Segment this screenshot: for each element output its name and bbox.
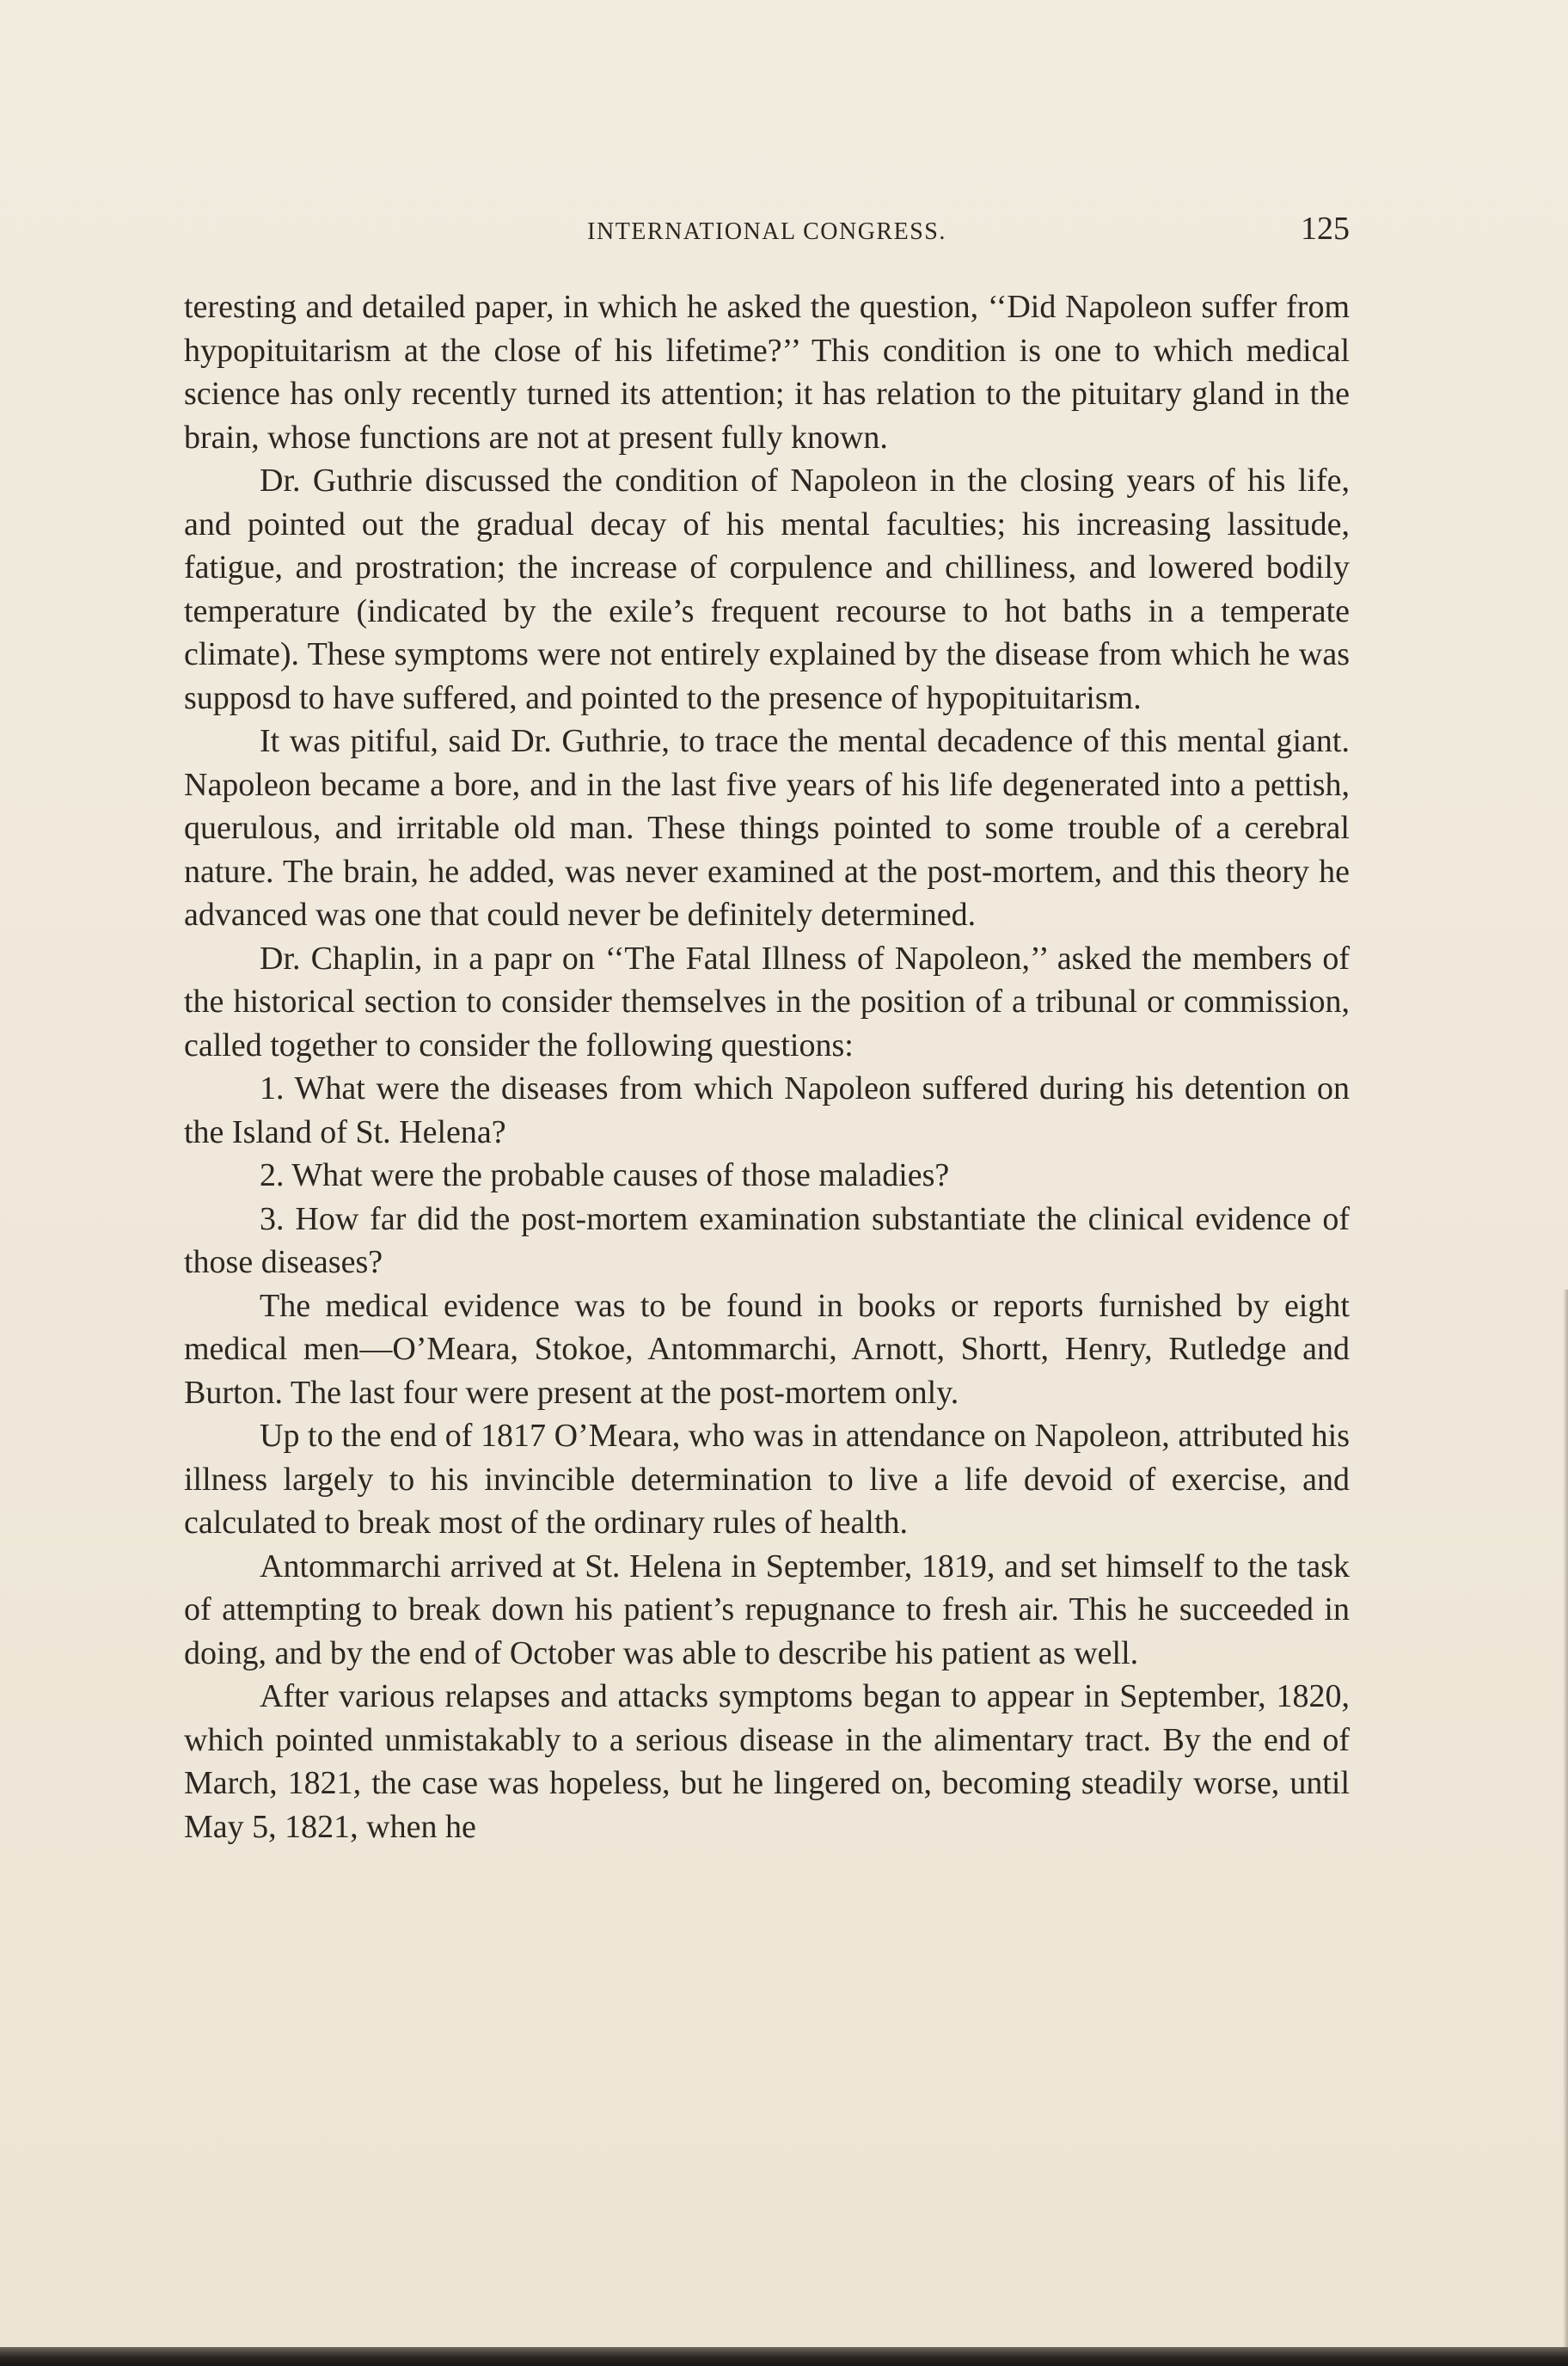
paragraph: Dr. Guthrie discussed the condition of Napoleon in the closing years of his life, and pointed out the gradual decay of his mental faculties; his increasing lassitude, fatigue, and prostration; the increase of corpulence and chilliness, and lowered bodily temperature (indicated by the exile’s frequent recourse to hot baths in a temperate climate). These symptoms were not entirely explained by the disease from which he was supposd to have suffered, and pointed to the presence of hypopituitarism. [184,463,1350,716]
paragraph: Dr. Chaplin, in a papr on ‘‘The Fatal Illness of Napoleon,’’ asked the members of the historical section to consider themselves in the position of a tribunal or commission, called together to consider the following questions: [184,940,1350,1063]
paragraph: After various relapses and attacks symptoms began to appear in September, 1820, which pointed unmistakably to a serious disease in the alimentary tract. By the end of March, 1821, the case was hopeless, but he lingered on, becoming steadily worse, until May 5, 1821, when he [184,1678,1350,1845]
paragraph: Up to the end of 1817 O’Meara, who was in attendance on Napoleon, attributed his illness largely to his invincible determination to live a life devoid of exercise, and calculated to break most of the ordinary rules of health. [184,1418,1350,1541]
paragraph: Antommarchi arrived at St. Helena in September, 1819, and set himself to the task of attempting to break down his patient’s repugnance to fresh air. This he succeeded in doing, and by the end of October was able to describe his patient as well. [184,1548,1350,1671]
body-text [184,285,1350,1848]
list-item: 2. What were the probable causes of those maladies? [260,1157,950,1193]
page-edge-shadow [1563,1290,1568,2364]
running-head [184,210,1350,253]
page-number: 125 [1301,211,1350,247]
list-item: 1. What were the diseases from which Napoleon suffered during his detention on the Island of St. Helena? [184,1070,1350,1150]
page-bottom-edge [0,2347,1568,2366]
running-title: INTERNATIONAL CONGRESS. [587,218,946,245]
paragraph: teresting and detailed paper, in which he asked the question, ‘‘Did Napoleon suffer from hypopituitarism at the close of his lifetime?’’ This condition is one to which medical science has only recently turned its attention; it has relation to the pituitary gland in the brain, whose functions are not at present fully known. [184,289,1350,456]
list-item: 3. How far did the post-mortem examination substantiate the clinical evidence of those diseases? [184,1200,1350,1280]
paragraph: The medical evidence was to be found in books or reports furnished by eight medical men—O’Meara, Stokoe, Antommarchi, Arnott, Shortt, Henry, Rutledge and Burton. The last four were present at the post-mortem only. [184,1287,1350,1411]
paragraph: It was pitiful, said Dr. Guthrie, to trace the mental decadence of this mental giant. Napoleon became a bore, and in the last five years of his life degenerated into a pettish, querulous, and irritable old man. These things pointed to some trouble of a cerebral nature. The brain, he added, was never examined at the post-mortem, and this theory he advanced was one that could never be definitely determined. [184,723,1350,933]
